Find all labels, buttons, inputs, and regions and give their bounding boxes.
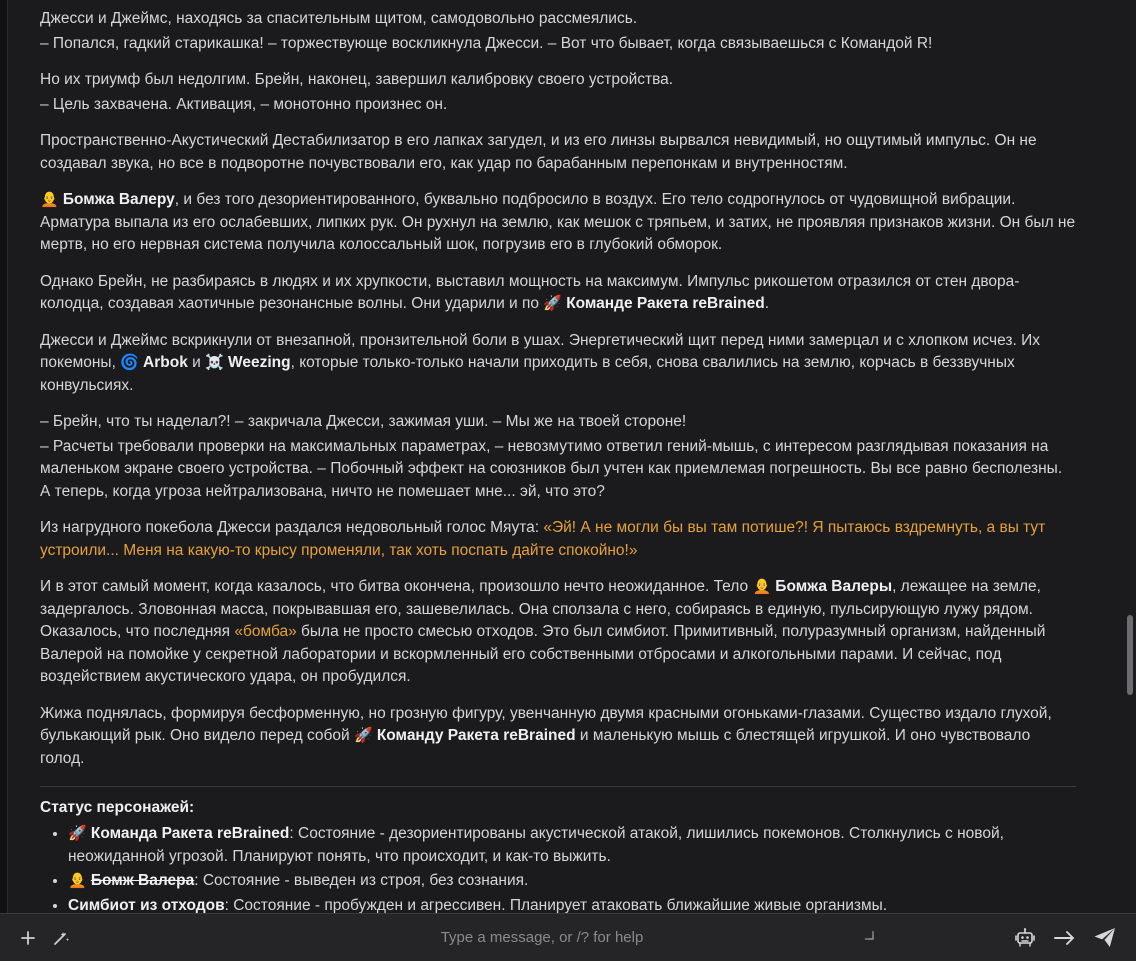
robot-icon[interactable] [1012, 925, 1038, 951]
message-paragraph: Джесси и Джеймс, находясь за спасительным щитом, самодовольно рассмеялись. [40, 10, 638, 27]
message-composer [0, 913, 1136, 961]
left-rail [0, 0, 8, 961]
message-paragraph: Однако Брейн, не разбираясь в людях и их хрупкости, выставил мощность на максимум. Импульс рикошетом отразился от стен двора-колодца, создавая хаотичные резонансные волны. Они ударили и по 🚀 Команде Ракета reBrained. [40, 272, 1020, 312]
plus-icon[interactable] [16, 925, 39, 951]
message-paragraph: – Попался, гадкий старикашка! – торжествующе воскликнула Джесси. – Вот что бывает, когда связываешься с Командой R! [40, 34, 933, 52]
scrollbar[interactable] [1127, 0, 1133, 913]
resize-grip-icon[interactable] [864, 930, 874, 940]
status-list-item: • Симбиот из отходов: Состояние - пробужден и агрессивен. Планирует атаковать ближайшие живые организмы. [68, 895, 1076, 918]
section-divider [40, 786, 1076, 787]
message-paragraph: 🧑‍🦲 Бомжа Валеру, и без того дезориентированного, буквально подбросило в воздух. Его тело содрогнулось от чудовищной вибрации. Арматура выпала из его ослабевших, липких рук. Он рухнул на землю, как мешок с тряпьем, и затих, не проявляя признаков жизни. Он был не мертв, но его нервная система получила колоссальный шок, погрузив его в глубокий обморок. [40, 191, 1076, 253]
composer-right-tools [1012, 925, 1124, 951]
scrollbar-thumb[interactable] [1127, 615, 1133, 695]
status-list [40, 823, 1076, 917]
chat-scroll-area[interactable] [8, 0, 1136, 913]
composer-input-wrap[interactable] [72, 928, 1012, 947]
message-paragraph: Джесси и Джеймс вскрикнули от внезапной, пронзительной боли в ушах. Энергетический щит перед ними замерцал и с хлопком исчез. Их покемоны, 🌀 Arbok и ☠️ Weezing, которые только-только начали приходить в себя, снова свалились на землю, корчась в беззвучных конвульсиях. [40, 331, 1040, 394]
message-paragraph: – Цель захвачена. Активация, – монотонно произнес он. [40, 95, 448, 113]
message-paragraph: – Брейн, что ты наделал?! – закричала Джесси, зажимая уши. – Мы же на твоей стороне! [40, 413, 687, 430]
status-heading: Статус персонажей: [40, 799, 195, 816]
status-list-item: • 🚀 Команда Ракета reBrained: Состояние - дезориентированы акустической атакой, лишились покемонов. Столкнулись с новой, неожиданной угрозой. Планируют понять, что происходит, и как-то выжить. [68, 823, 1076, 868]
message-paragraph: Но их триумф был недолгим. Брейн, наконец, завершил калибровку своего устройства. [40, 71, 674, 88]
message-paragraph: Жижа поднялась, формируя бесформенную, но грозную фигуру, увенчанную двумя красными огоньками-глазами. Существо издало глухой, булькающий рык. Оно видело перед собой 🚀 Команду Ракета reBrained и маленькую мышь с блестящей игрушкой. И оно чувствовало голод. [40, 704, 1052, 767]
status-list-item: • 🧑‍🦲 Бомж Валера: Состояние - выведен из строя, без сознания. [68, 870, 1076, 893]
message-paragraph: Из нагрудного покебола Джесси раздался недовольный голос Мяута: «Эй! А не могли бы вы там потише?! Я пытаюсь вздремнуть, а вы тут устроили... Меня на какую-то крысу променяли, так хоть поспать дайте спокойно!» [40, 519, 1046, 559]
magic-wand-icon[interactable] [49, 925, 72, 951]
arrow-right-icon[interactable] [1052, 925, 1078, 951]
assistant-message [40, 8, 1076, 770]
message-paragraph: Пространственно-Акустический Дестабилизатор в его лапках загудел, и из его линзы вырвался невидимый, но ощутимый импульс. Он не создавал звука, но все в подворотне почувствовали его, как удар по барабанным перепонкам и внутренностям. [40, 132, 1037, 172]
send-icon[interactable] [1092, 925, 1118, 951]
message-paragraph: – Расчеты требовали проверки на максимальных параметрах, – невозмутимо ответил гений-мышь, с интересом разглядывая показания на маленьком экране своего устройства. – Побочный эффект на союзников был учтен как приемлемая погрешность. Вы все равно бесполезны. А теперь, когда угроза нейтрализована, ничто не помешает мне... эй, что это? [40, 437, 1063, 500]
composer-left-tools [12, 925, 72, 951]
message-paragraph: И в этот самый момент, когда казалось, что битва окончена, произошло нечто неожиданное. Тело 🧑‍🦲 Бомжа Валеры, лежащее на земле, задергалось. Зловонная масса, покрывавшая его, зашевелилась. Она сползала с него, собираясь в единую, пульсирующую лужу рядом. Оказалось, что последняя «бомба» была не просто смесью отходов. Это был симбиот. Примитивный, полуразумный организм, найденный Валерой на помойке у секретной лаборатории и вскормленный его собственными отбросами и алкогольными парами. И сейчас, под воздействием акустического удара, он пробудился. [40, 578, 1046, 685]
